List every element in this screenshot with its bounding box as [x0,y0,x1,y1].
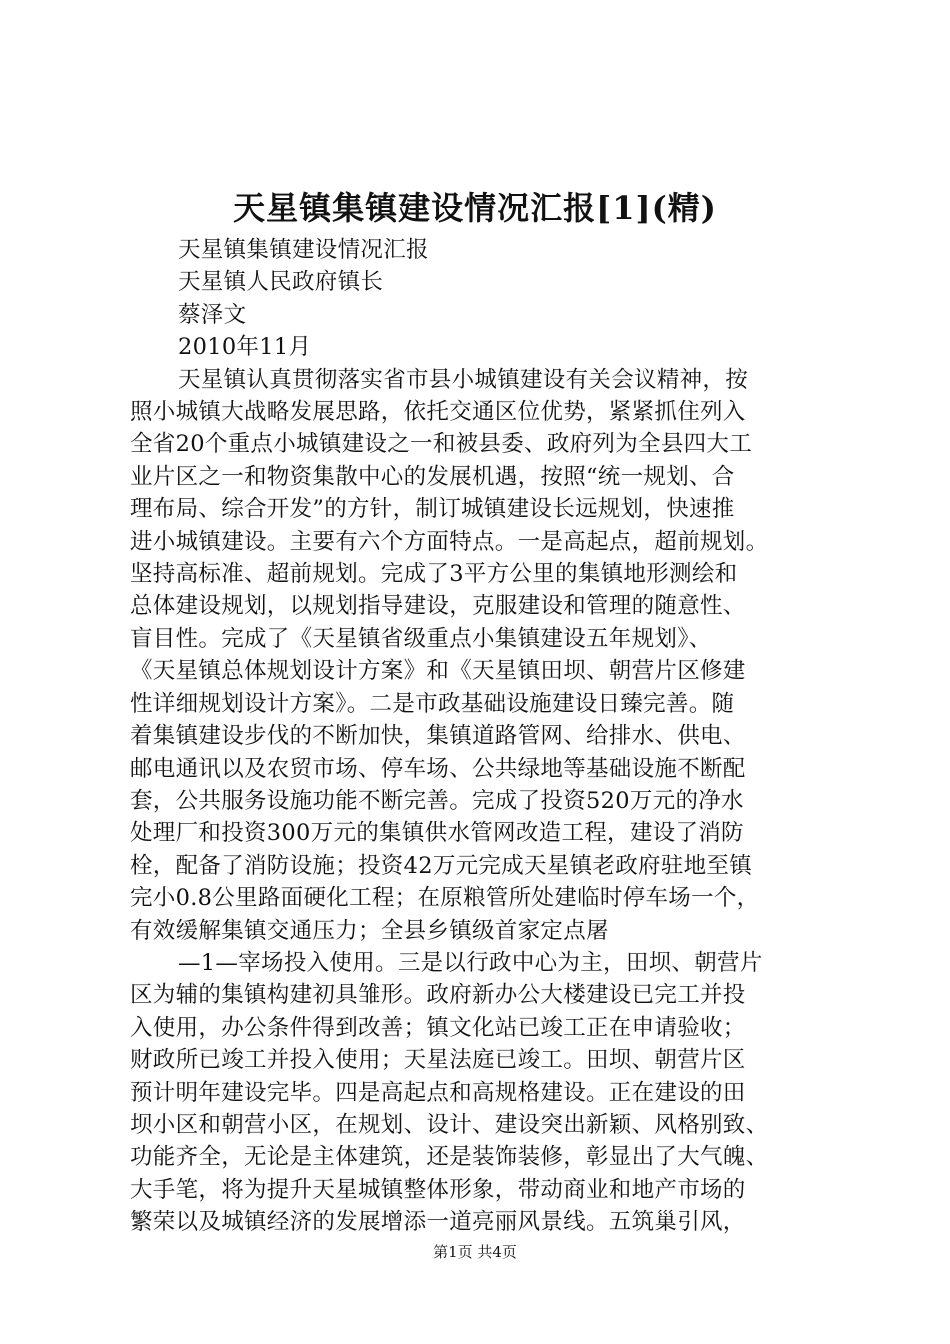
paragraph-line: —1—宰场投入使用。三是以行政中心为主，田坝、朝营片 [178,949,763,976]
header-line-report-title: 天星镇集镇建设情况汇报 [178,237,429,263]
header-line-date: 2010年11月 [178,334,312,361]
paragraph-line: 性详细规划设计方案》。二是市政基础设施建设日臻完善。随 [130,690,735,717]
paragraph-line: 坝小区和朝营小区，在规划、设计、建设突出新颖、风格别致、 [130,1111,769,1138]
paragraph-line: 栓，配备了消防设施；投资42万元完成天星镇老政府驻地至镇 [130,852,753,879]
paragraph-line: 套，公共服务设施功能不断完善。完成了投资520万元的净水 [130,787,744,814]
paragraph-line: 着集镇建设步伐的不断加快，集镇道路管网、给排水、供电、 [130,723,746,750]
page-number-footer: 第1页 共4页 [433,1243,517,1261]
paragraph-line: 业片区之一和物资集散中心的发展机遇，按照“统一规划、合 [130,463,735,490]
paragraph-1 [130,364,830,947]
paragraph-line: 功能齐全，无论是主体建筑，还是装饰装修，彰显出了大气魄、 [130,1144,769,1171]
header-line-author-name: 蔡泽文 [178,301,247,328]
document-title: 天星镇集镇建设情况汇报[1](精) [233,189,717,227]
paragraph-line: 全省20个重点小城镇建设之一和被县委、政府列为全县四大工 [130,431,753,458]
paragraph-line: 有效缓解集镇交通压力；全县乡镇级首家定点屠 [130,917,609,944]
paragraph-line: 坚持高标准、超前规划。完成了3平方公里的集镇地形测绘和 [130,561,738,588]
paragraph-line: 《天星镇总体规划设计方案》和《天星镇田坝、朝营片区修建 [130,658,746,685]
document-body [130,234,830,1239]
paragraph-line: 进小城镇建设。主要有六个方面特点。一是高起点，超前规划。 [130,528,769,555]
paragraph-line: 财政所已竣工并投入使用；天星法庭已竣工。田坝、朝营片区 [130,1047,746,1074]
paragraph-line: 理布局、综合开发”的方针，制订城镇建设长远规划，快速推 [130,496,735,523]
paragraph-line: 区为辅的集镇构建初具雏形。政府新办公大楼建设已完工并投 [130,982,746,1009]
header-line-author-position: 天星镇人民政府镇长 [178,269,384,296]
paragraph-line: 预计明年建设完毕。四是高起点和高规格建设。正在建设的田 [130,1079,746,1106]
paragraph-2 [130,947,830,1239]
paragraph-line: 处理厂和投资300万元的集镇供水管网改造工程，建设了消防 [130,820,744,847]
paragraph-line: 天星镇认真贯彻落实省市县小城镇建设有关会议精神，按 [178,366,749,393]
paragraph-line: 大手笔，将为提升天星城镇整体形象，带动商业和地产市场的 [130,1176,746,1203]
paragraph-line: 繁荣以及城镇经济的发展增添一道亮丽风景线。五筑巢引风， [130,1209,746,1236]
paragraph-line: 盲目性。完成了《天星镇省级重点小集镇建设五年规划》、 [130,625,712,652]
paragraph-line: 邮电通讯以及农贸市场、停车场、公共绿地等基础设施不断配 [130,755,746,782]
paragraph-line: 总体建设规划，以规划指导建设，克服建设和管理的随意性、 [130,593,746,620]
paragraph-line: 照小城镇大战略发展思路，依托交通区位优势，紧紧抓住列入 [130,399,746,426]
paragraph-line: 完小0.8公里路面硬化工程；在原粮管所处建临时停车场一个， [130,885,760,912]
paragraph-line: 入使用，办公条件得到改善；镇文化站已竣工正在申请验收； [130,1014,746,1041]
